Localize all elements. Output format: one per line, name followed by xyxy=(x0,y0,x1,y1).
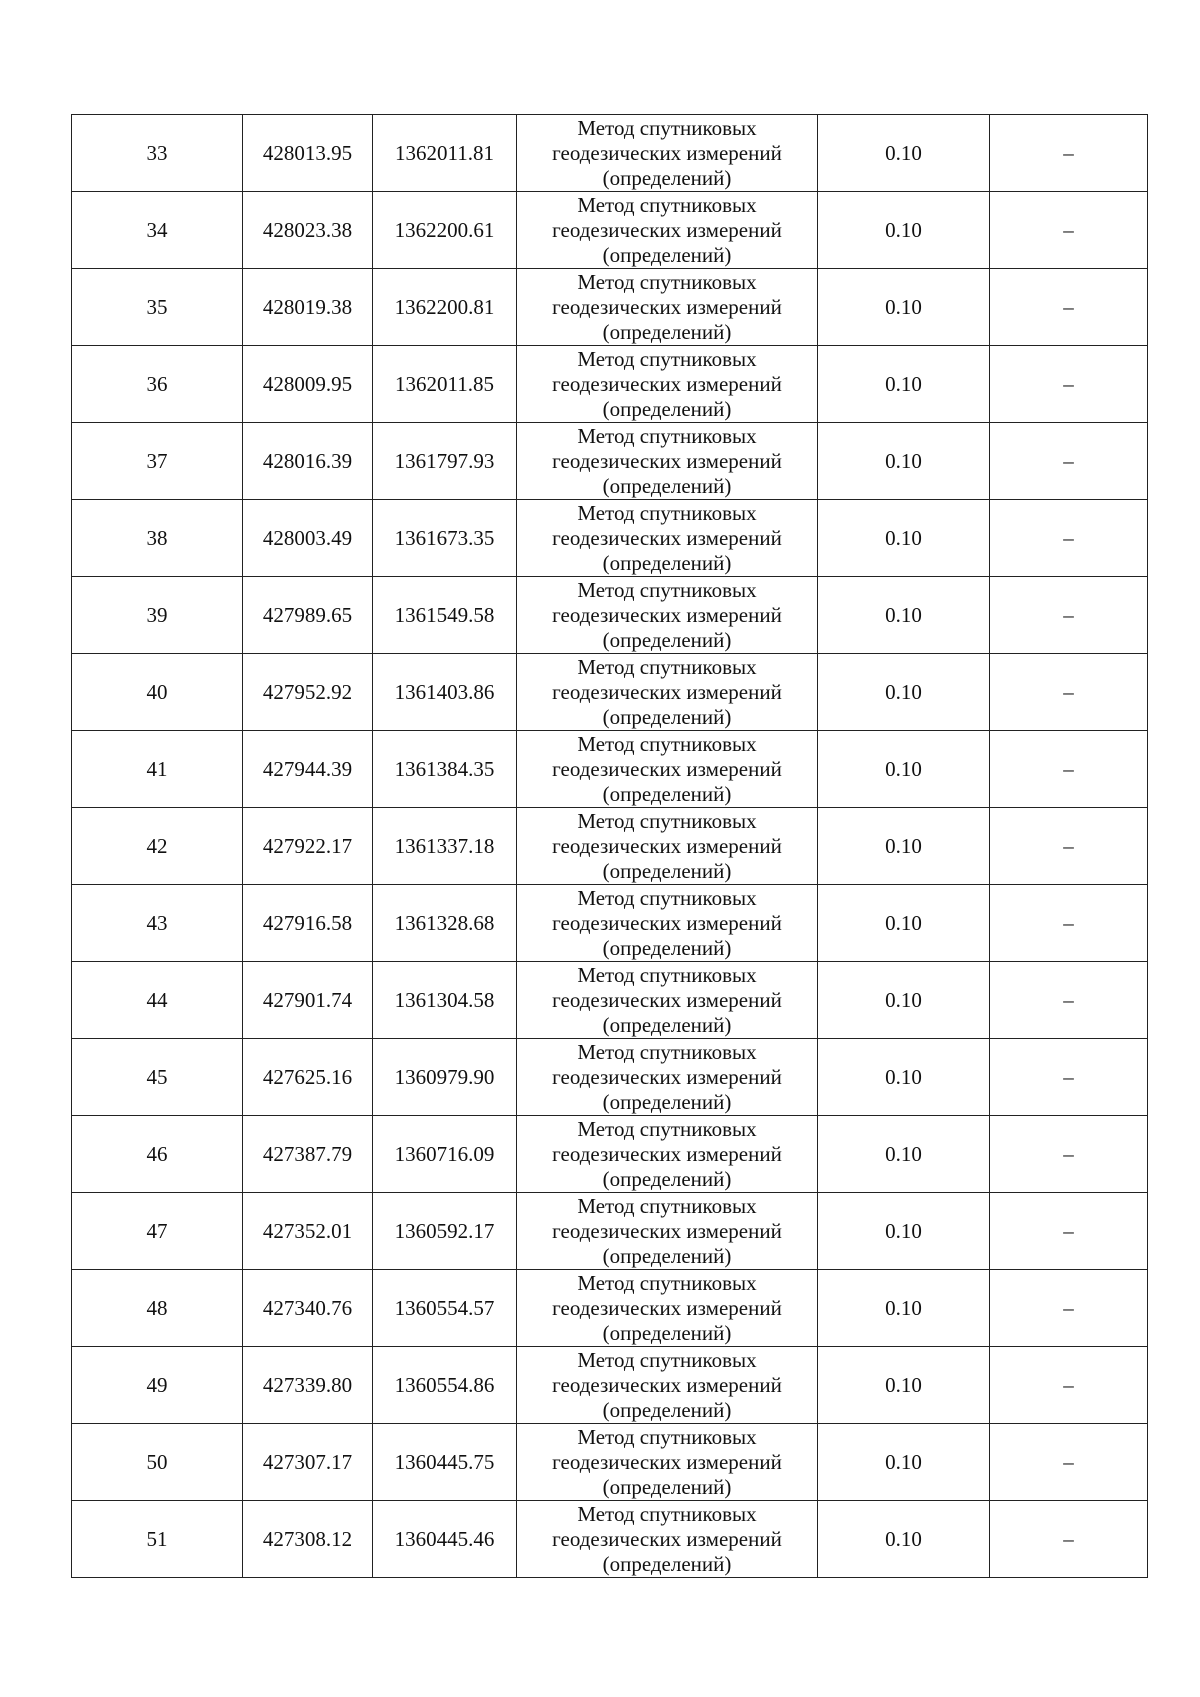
note-cell: – xyxy=(990,423,1148,500)
coordinate-x-cell: 427916.58 xyxy=(243,885,373,962)
accuracy-cell: 0.10 xyxy=(818,423,990,500)
coordinate-y-cell: 1361328.68 xyxy=(373,885,517,962)
coordinate-y-cell: 1362200.81 xyxy=(373,269,517,346)
table-row xyxy=(72,1424,1148,1501)
method-cell: Метод спутниковых геодезических измерений (определений) xyxy=(517,1270,818,1347)
method-cell: Метод спутниковых геодезических измерений (определений) xyxy=(517,346,818,423)
method-cell: Метод спутниковых геодезических измерений (определений) xyxy=(517,885,818,962)
table-row xyxy=(72,962,1148,1039)
accuracy-cell: 0.10 xyxy=(818,1116,990,1193)
coordinate-x-cell: 428003.49 xyxy=(243,500,373,577)
note-cell: – xyxy=(990,1039,1148,1116)
accuracy-cell: 0.10 xyxy=(818,192,990,269)
coordinate-y-cell: 1362011.85 xyxy=(373,346,517,423)
table-row xyxy=(72,577,1148,654)
table-row xyxy=(72,346,1148,423)
accuracy-cell: 0.10 xyxy=(818,1193,990,1270)
point-number-cell: 47 xyxy=(72,1193,243,1270)
point-number-cell: 42 xyxy=(72,808,243,885)
accuracy-cell: 0.10 xyxy=(818,269,990,346)
method-cell: Метод спутниковых геодезических измерений (определений) xyxy=(517,1347,818,1424)
table-row xyxy=(72,1347,1148,1424)
point-number-cell: 33 xyxy=(72,115,243,192)
coordinate-y-cell: 1361549.58 xyxy=(373,577,517,654)
coordinate-x-cell: 428009.95 xyxy=(243,346,373,423)
table-row xyxy=(72,808,1148,885)
note-cell: – xyxy=(990,346,1148,423)
point-number-cell: 46 xyxy=(72,1116,243,1193)
note-cell: – xyxy=(990,1116,1148,1193)
accuracy-cell: 0.10 xyxy=(818,577,990,654)
point-number-cell: 38 xyxy=(72,500,243,577)
coordinate-y-cell: 1361304.58 xyxy=(373,962,517,1039)
table-row xyxy=(72,1270,1148,1347)
coordinate-y-cell: 1361337.18 xyxy=(373,808,517,885)
note-cell: – xyxy=(990,885,1148,962)
coordinate-x-cell: 427922.17 xyxy=(243,808,373,885)
accuracy-cell: 0.10 xyxy=(818,115,990,192)
point-number-cell: 40 xyxy=(72,654,243,731)
table-row xyxy=(72,500,1148,577)
method-cell: Метод спутниковых геодезических измерений (определений) xyxy=(517,1424,818,1501)
accuracy-cell: 0.10 xyxy=(818,1501,990,1578)
table-row xyxy=(72,885,1148,962)
note-cell: – xyxy=(990,192,1148,269)
coordinates-table xyxy=(71,114,1148,1578)
note-cell: – xyxy=(990,1270,1148,1347)
note-cell: – xyxy=(990,500,1148,577)
coordinate-y-cell: 1362011.81 xyxy=(373,115,517,192)
coordinate-x-cell: 427352.01 xyxy=(243,1193,373,1270)
method-cell: Метод спутниковых геодезических измерений (определений) xyxy=(517,423,818,500)
point-number-cell: 51 xyxy=(72,1501,243,1578)
point-number-cell: 43 xyxy=(72,885,243,962)
table-row xyxy=(72,115,1148,192)
point-number-cell: 37 xyxy=(72,423,243,500)
coordinate-y-cell: 1361797.93 xyxy=(373,423,517,500)
coordinate-x-cell: 427989.65 xyxy=(243,577,373,654)
point-number-cell: 41 xyxy=(72,731,243,808)
method-cell: Метод спутниковых геодезических измерений (определений) xyxy=(517,731,818,808)
table-row xyxy=(72,1116,1148,1193)
method-cell: Метод спутниковых геодезических измерений (определений) xyxy=(517,500,818,577)
document-page xyxy=(71,114,1147,1578)
coordinate-x-cell: 428013.95 xyxy=(243,115,373,192)
note-cell: – xyxy=(990,115,1148,192)
coordinate-x-cell: 427308.12 xyxy=(243,1501,373,1578)
note-cell: – xyxy=(990,1424,1148,1501)
point-number-cell: 45 xyxy=(72,1039,243,1116)
coordinate-x-cell: 428016.39 xyxy=(243,423,373,500)
table-row xyxy=(72,731,1148,808)
accuracy-cell: 0.10 xyxy=(818,731,990,808)
method-cell: Метод спутниковых геодезических измерений (определений) xyxy=(517,115,818,192)
coordinate-x-cell: 427340.76 xyxy=(243,1270,373,1347)
table-row xyxy=(72,654,1148,731)
point-number-cell: 35 xyxy=(72,269,243,346)
coordinate-y-cell: 1360554.57 xyxy=(373,1270,517,1347)
coordinate-y-cell: 1360592.17 xyxy=(373,1193,517,1270)
coordinate-y-cell: 1360716.09 xyxy=(373,1116,517,1193)
table-row xyxy=(72,192,1148,269)
method-cell: Метод спутниковых геодезических измерений (определений) xyxy=(517,577,818,654)
coordinate-y-cell: 1361403.86 xyxy=(373,654,517,731)
method-cell: Метод спутниковых геодезических измерений (определений) xyxy=(517,808,818,885)
method-cell: Метод спутниковых геодезических измерений (определений) xyxy=(517,962,818,1039)
coordinate-y-cell: 1362200.61 xyxy=(373,192,517,269)
accuracy-cell: 0.10 xyxy=(818,1424,990,1501)
note-cell: – xyxy=(990,962,1148,1039)
accuracy-cell: 0.10 xyxy=(818,1270,990,1347)
coordinate-x-cell: 427944.39 xyxy=(243,731,373,808)
method-cell: Метод спутниковых геодезических измерений (определений) xyxy=(517,269,818,346)
note-cell: – xyxy=(990,654,1148,731)
method-cell: Метод спутниковых геодезических измерений (определений) xyxy=(517,1193,818,1270)
coordinate-y-cell: 1360445.46 xyxy=(373,1501,517,1578)
table-row xyxy=(72,1039,1148,1116)
note-cell: – xyxy=(990,731,1148,808)
method-cell: Метод спутниковых геодезических измерений (определений) xyxy=(517,1116,818,1193)
point-number-cell: 36 xyxy=(72,346,243,423)
table-row xyxy=(72,423,1148,500)
method-cell: Метод спутниковых геодезических измерений (определений) xyxy=(517,1039,818,1116)
coordinate-x-cell: 427307.17 xyxy=(243,1424,373,1501)
coordinate-x-cell: 427901.74 xyxy=(243,962,373,1039)
coordinate-x-cell: 427625.16 xyxy=(243,1039,373,1116)
point-number-cell: 50 xyxy=(72,1424,243,1501)
note-cell: – xyxy=(990,1347,1148,1424)
point-number-cell: 49 xyxy=(72,1347,243,1424)
accuracy-cell: 0.10 xyxy=(818,654,990,731)
coordinate-x-cell: 428019.38 xyxy=(243,269,373,346)
coordinates-table-body xyxy=(72,115,1148,1578)
table-row xyxy=(72,269,1148,346)
note-cell: – xyxy=(990,808,1148,885)
table-row xyxy=(72,1193,1148,1270)
method-cell: Метод спутниковых геодезических измерений (определений) xyxy=(517,192,818,269)
accuracy-cell: 0.10 xyxy=(818,346,990,423)
coordinate-y-cell: 1361384.35 xyxy=(373,731,517,808)
accuracy-cell: 0.10 xyxy=(818,885,990,962)
point-number-cell: 39 xyxy=(72,577,243,654)
note-cell: – xyxy=(990,1501,1148,1578)
coordinate-y-cell: 1360979.90 xyxy=(373,1039,517,1116)
method-cell: Метод спутниковых геодезических измерений (определений) xyxy=(517,654,818,731)
note-cell: – xyxy=(990,269,1148,346)
coordinate-y-cell: 1360445.75 xyxy=(373,1424,517,1501)
accuracy-cell: 0.10 xyxy=(818,808,990,885)
method-cell: Метод спутниковых геодезических измерений (определений) xyxy=(517,1501,818,1578)
coordinate-x-cell: 428023.38 xyxy=(243,192,373,269)
table-row xyxy=(72,1501,1148,1578)
coordinate-x-cell: 427952.92 xyxy=(243,654,373,731)
coordinate-x-cell: 427387.79 xyxy=(243,1116,373,1193)
note-cell: – xyxy=(990,1193,1148,1270)
note-cell: – xyxy=(990,577,1148,654)
coordinate-x-cell: 427339.80 xyxy=(243,1347,373,1424)
accuracy-cell: 0.10 xyxy=(818,1347,990,1424)
coordinate-y-cell: 1361673.35 xyxy=(373,500,517,577)
accuracy-cell: 0.10 xyxy=(818,500,990,577)
point-number-cell: 44 xyxy=(72,962,243,1039)
accuracy-cell: 0.10 xyxy=(818,962,990,1039)
coordinate-y-cell: 1360554.86 xyxy=(373,1347,517,1424)
point-number-cell: 48 xyxy=(72,1270,243,1347)
accuracy-cell: 0.10 xyxy=(818,1039,990,1116)
point-number-cell: 34 xyxy=(72,192,243,269)
